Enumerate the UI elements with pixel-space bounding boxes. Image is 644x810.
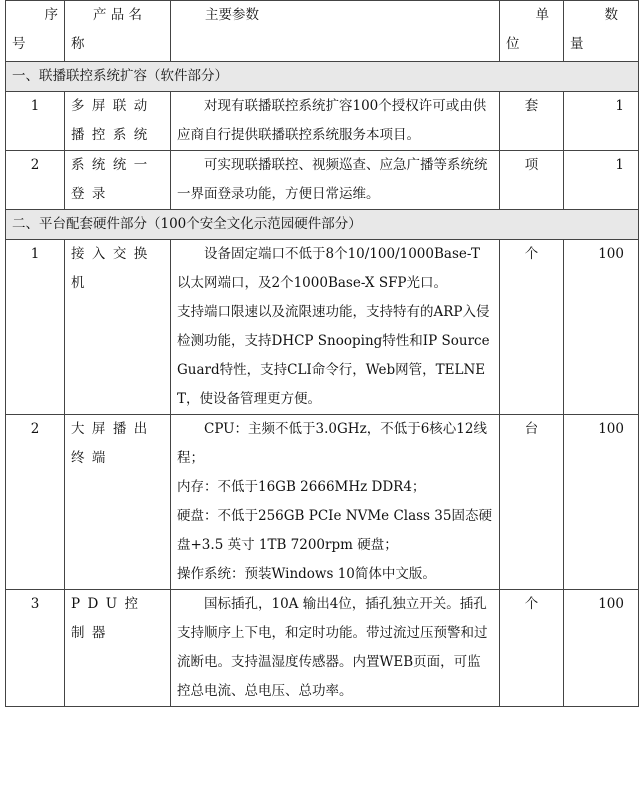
- param-paragraph: 操作系统：预装Windows 10简体中文版。: [177, 566, 436, 582]
- quantity: 100: [564, 240, 639, 415]
- product-name: 大屏播出终端: [65, 415, 171, 590]
- table-row: [6, 151, 639, 210]
- param-paragraph: 设备固定端口不低于8个10/100/1000Base-T以太网端口，及2个1000Base-X SFP光口。: [177, 246, 480, 291]
- param-paragraph: 硬盘：不低于256GB PCIe NVMe Class 35固态硬盘+3.5 英寸 1TB 7200rpm 硬盘；: [177, 508, 492, 553]
- param-paragraph: 可实现联播联控、视频巡查、应急广播等系统统一界面登录功能，方便日常运维。: [177, 157, 488, 202]
- product-name: PDU控制器: [65, 590, 171, 707]
- quantity: 1: [564, 92, 639, 151]
- unit: 个: [500, 590, 564, 707]
- param-paragraph: 支持端口限速以及流限速功能，支持特有的ARP入侵检测功能，支持DHCP Snooping特性和IP Source Guard特性，支持CLI命令行，Web网管，TELNET，使设备管理更方便。: [177, 304, 490, 407]
- header-qty: 数 量: [564, 1, 639, 62]
- table-row: [6, 590, 639, 707]
- quantity: 100: [564, 415, 639, 590]
- product-name: 多屏联动播控系统: [65, 92, 171, 151]
- quantity: 1: [564, 151, 639, 210]
- header-unit: 单 位: [500, 1, 564, 62]
- param-paragraph: 内存：不低于16GB 2666MHz DDR4；: [177, 479, 426, 495]
- row-number: 3: [6, 590, 65, 707]
- unit: 个: [500, 240, 564, 415]
- row-number: 1: [6, 92, 65, 151]
- section-title: 二、平台配套硬件部分（100个安全文化示范园硬件部分）: [6, 210, 639, 240]
- header-seq: 序 号: [6, 1, 65, 62]
- spec-table: [5, 0, 639, 707]
- product-params: [171, 151, 500, 210]
- product-params: [171, 92, 500, 151]
- quantity: 100: [564, 590, 639, 707]
- product-params: [171, 415, 500, 590]
- table-header-row: [6, 1, 639, 62]
- section-title: 一、联播联控系统扩容（软件部分）: [6, 62, 639, 92]
- row-number: 2: [6, 415, 65, 590]
- section-row: [6, 62, 639, 92]
- unit: 项: [500, 151, 564, 210]
- unit: 套: [500, 92, 564, 151]
- product-params: [171, 590, 500, 707]
- param-paragraph: 国标插孔，10A 输出4位，插孔独立开关。插孔支持顺序上下电，和定时功能。带过流过压预警和过流断电。支持温湿度传感器。内置WEB页面，可监控总电流、总电压、总功率。: [177, 596, 488, 699]
- table-row: [6, 92, 639, 151]
- header-name: 产 品 名 称: [65, 1, 171, 62]
- table-row: [6, 240, 639, 415]
- param-paragraph: CPU：主频不低于3.0GHz，不低于6核心12线程；: [177, 421, 487, 466]
- product-name: 接入交换机: [65, 240, 171, 415]
- unit: 台: [500, 415, 564, 590]
- section-row: [6, 210, 639, 240]
- table-row: [6, 415, 639, 590]
- param-paragraph: 对现有联播联控系统扩容100个授权许可或由供应商自行提供联播联控系统服务本项目。: [177, 98, 487, 143]
- product-params: [171, 240, 500, 415]
- row-number: 2: [6, 151, 65, 210]
- product-name: 系统统一登录: [65, 151, 171, 210]
- row-number: 1: [6, 240, 65, 415]
- header-params: 主要参数: [171, 1, 500, 62]
